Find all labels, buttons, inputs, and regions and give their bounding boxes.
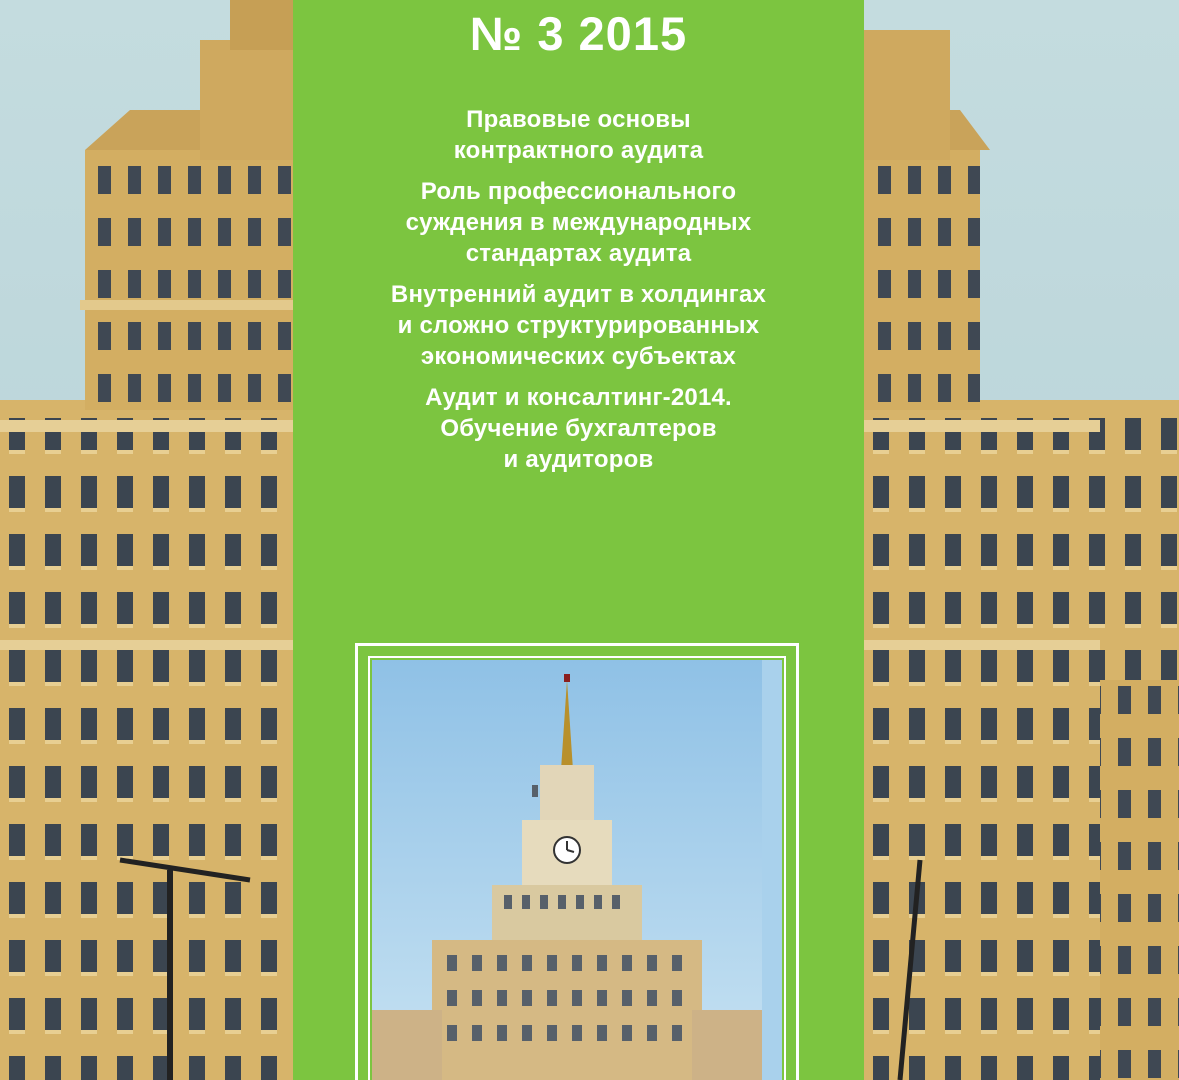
article-list <box>293 104 864 485</box>
title-band <box>293 0 864 1080</box>
article-title: Внутренний аудит в холдингах и сложно структурированных экономических субъектах <box>390 281 767 370</box>
article-title: Аудит и консалтинг-2014. Обучение бухгалтеров и аудиторов <box>425 384 732 473</box>
article-title: Правовые основы контрактного аудита <box>453 106 704 164</box>
article-title: Роль профессионального суждения в международных стандартах аудита <box>405 178 752 267</box>
tower-photo <box>372 660 782 1080</box>
photo-frame <box>355 643 799 1080</box>
issue-number: № 3 2015 <box>469 7 688 60</box>
